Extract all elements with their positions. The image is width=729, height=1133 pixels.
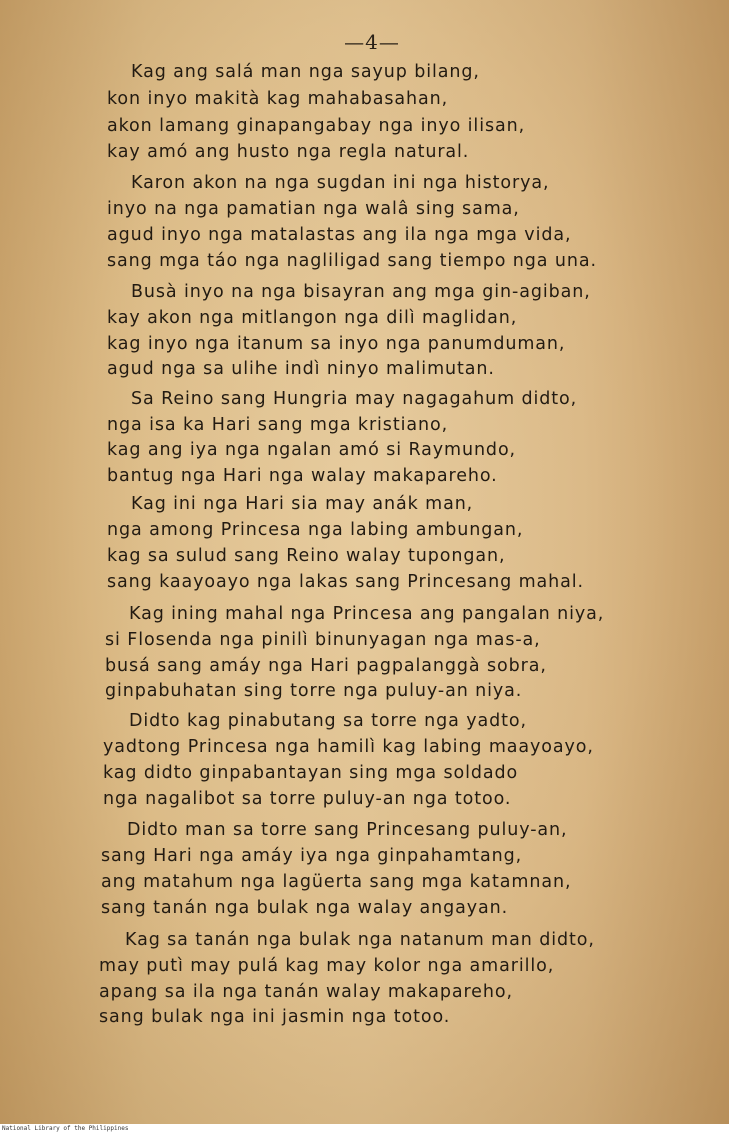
page-number: —4— — [344, 30, 400, 54]
verse-line: sang Hari nga amáy iya nga ginpahamtang, — [101, 846, 523, 866]
verse-line: Kag ang salá man nga sayup bilang, — [131, 62, 480, 82]
verse-line: sang bulak nga ini jasmin nga totoo. — [99, 1007, 451, 1027]
verse-line: kay amó ang husto nga regla natural. — [107, 142, 470, 162]
verse-line: ginpabuhatan sing torre nga puluy-an niya. — [105, 681, 523, 701]
verse-line: sang mga táo nga nagliligad sang tiempo nga una. — [107, 251, 597, 271]
verse-line: Karon akon na nga sugdan ini nga historya, — [131, 173, 550, 193]
verse-line: agud nga sa ulihe indì ninyo malimutan. — [107, 359, 495, 379]
verse-line: kag didto ginpabantayan sing mga soldado — [103, 763, 519, 783]
verse-line: yadtong Princesa nga hamilì kag labing maayoayo, — [103, 737, 594, 757]
verse-line: ang matahum nga lagüerta sang mga katamnan, — [101, 872, 572, 892]
verse-line: bantug nga Hari nga walay makapareho. — [107, 466, 498, 486]
verse-line: may putì may pulá kag may kolor nga amarillo, — [99, 956, 555, 976]
verse-line: Kag ini nga Hari sia may anák man, — [131, 494, 474, 514]
verse-line: kag sa sulud sang Reino walay tupongan, — [107, 546, 506, 566]
verse-line: agud inyo nga matalastas ang ila nga mga vida, — [107, 225, 572, 245]
verse-line: Didto kag pinabutang sa torre nga yadto, — [129, 711, 527, 731]
verse-line: inyo na nga pamatian nga walâ sing sama, — [107, 199, 520, 219]
verse-line: sang kaayoayo nga lakas sang Princesang mahal. — [107, 572, 584, 592]
verse-line: sang tanán nga bulak nga walay angayan. — [101, 898, 509, 918]
verse-line: busá sang amáy nga Hari pagpalanggà sobra, — [105, 656, 547, 676]
verse-line: kay akon nga mitlangon nga dilì maglidan, — [107, 308, 518, 328]
verse-line: Sa Reino sang Hungria may nagagahum didto, — [131, 389, 578, 409]
verse-line: Busà inyo na nga bisayran ang mga gin-agiban, — [131, 282, 591, 302]
verse-line: akon lamang ginapangabay nga inyo ilisan, — [107, 116, 526, 136]
verse-line: nga among Princesa nga labing ambungan, — [107, 520, 524, 540]
verse-line: Didto man sa torre sang Princesang puluy-an, — [127, 820, 568, 840]
verse-line: nga nagalibot sa torre puluy-an nga totoo. — [103, 789, 512, 809]
footer-bar — [0, 1124, 729, 1133]
verse-line: apang sa ila nga tanán walay makapareho, — [99, 982, 513, 1002]
verse-line: kag inyo nga itanum sa inyo nga panumduman, — [107, 334, 566, 354]
verse-line: kon inyo makità kag mahabasahan, — [107, 89, 449, 109]
verse-line: Kag ining mahal nga Princesa ang pangalan niya, — [129, 604, 605, 624]
library-credit: National Library of the Philippines — [2, 1125, 129, 1132]
verse-line: si Flosenda nga pinilì binunyagan nga mas-a, — [105, 630, 541, 650]
verse-line: Kag sa tanán nga bulak nga natanum man didto, — [125, 930, 595, 950]
verse-line: kag ang iya nga ngalan amó si Raymundo, — [107, 440, 517, 460]
verse-line: nga isa ka Hari sang mga kristiano, — [107, 415, 449, 435]
